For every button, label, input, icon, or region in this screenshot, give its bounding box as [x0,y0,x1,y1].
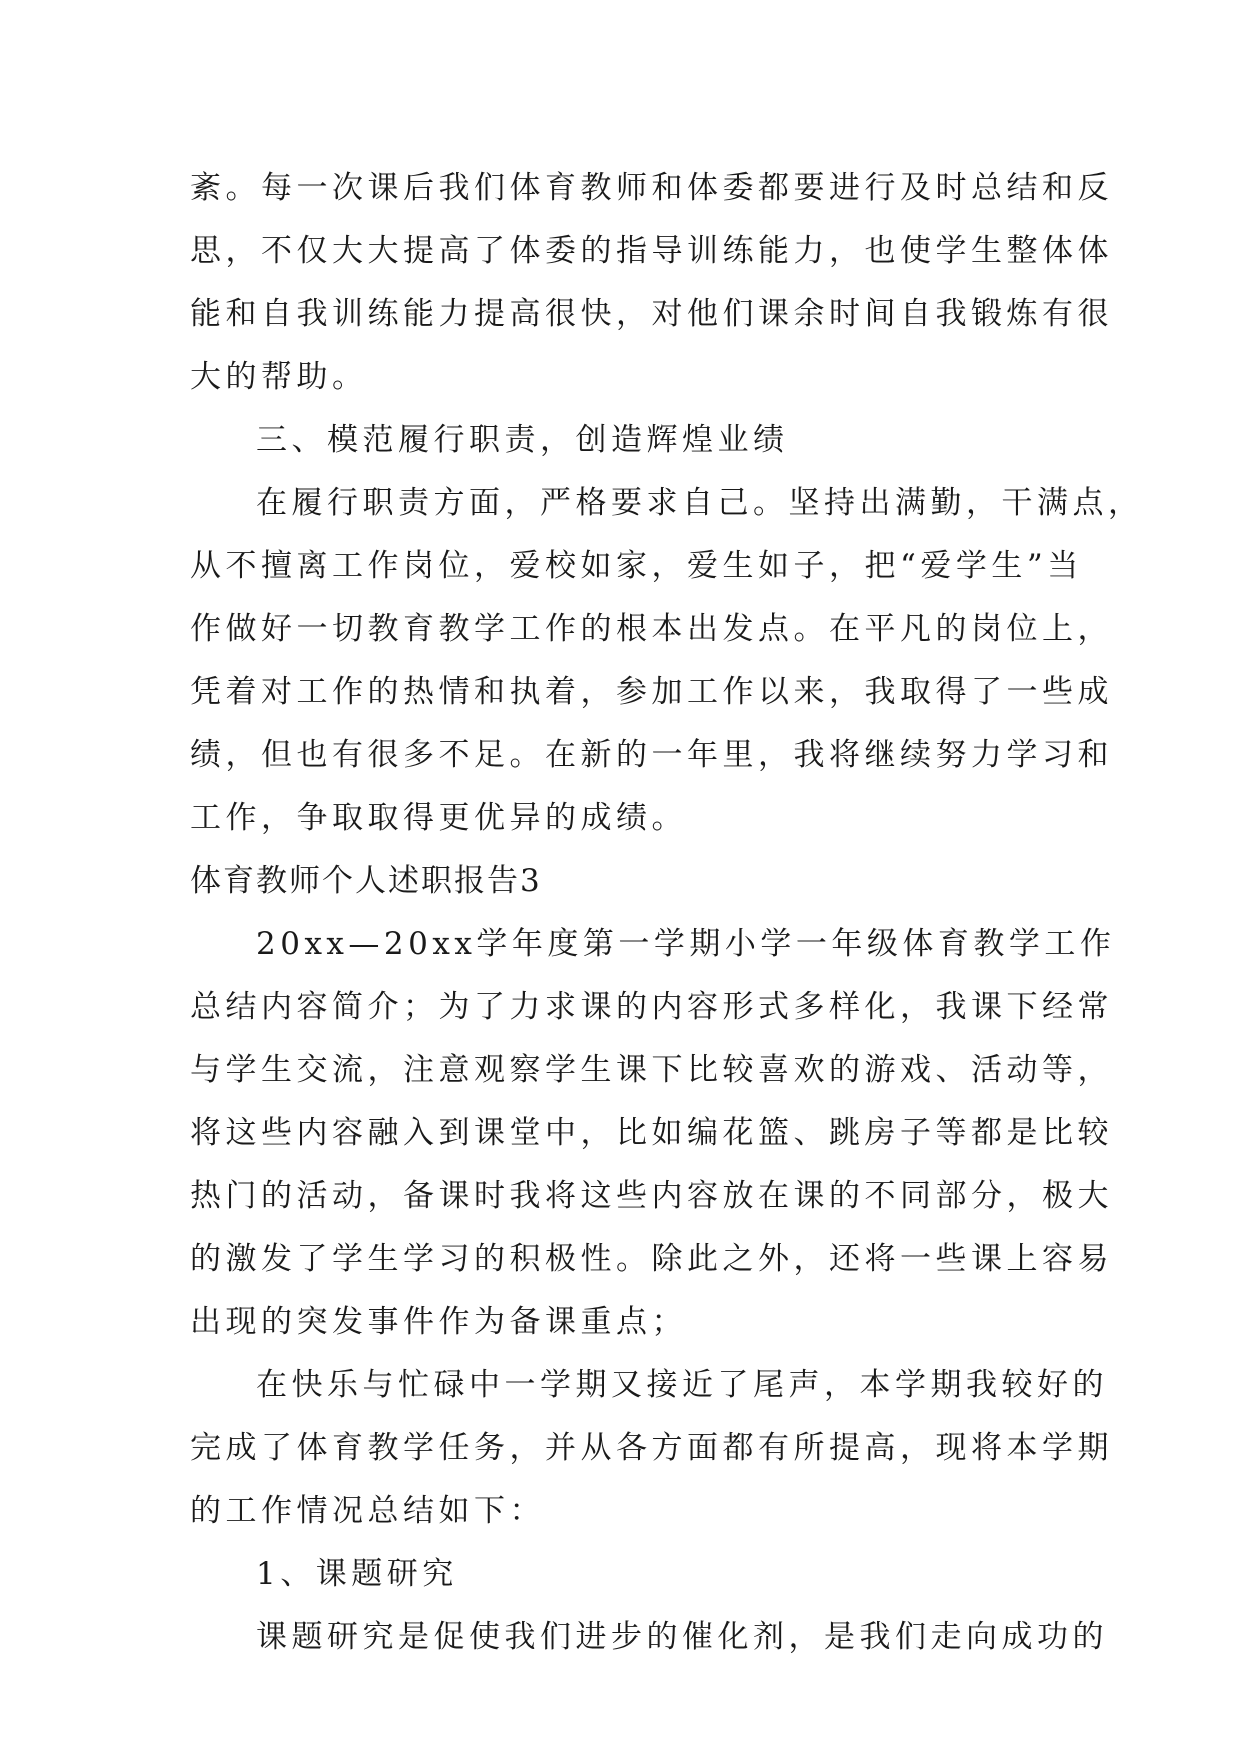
paragraph-line: 凭着对工作的热情和执着，参加工作以来，我取得了一些成 [190,674,1113,710]
section-heading: 三、模范履行职责，创造辉煌业绩 [256,422,789,458]
paragraph-line: 将这些内容融入到课堂中，比如编花篮、跳房子等都是比较 [190,1115,1113,1151]
paragraph-line: 大的帮助。 [190,359,368,395]
paragraph-line: 能和自我训练能力提高很快，对他们课余时间自我锻炼有很 [190,296,1113,332]
paragraph-line: 的激发了学生学习的积极性。除此之外，还将一些课上容易 [190,1241,1113,1277]
paragraph-line: 与学生交流，注意观察学生课下比较喜欢的游戏、活动等， [190,1052,1113,1088]
paragraph-line: 绩，但也有很多不足。在新的一年里，我将继续努力学习和 [190,737,1113,773]
paragraph-line: 完成了体育教学任务，并从各方面都有所提高，现将本学期 [190,1430,1113,1466]
paragraph-line: 在快乐与忙碌中一学期又接近了尾声，本学期我较好的 [256,1367,1108,1403]
paragraph-line: 的工作情况总结如下： [190,1493,545,1529]
paragraph-line: 出现的突发事件作为备课重点； [190,1304,687,1340]
paragraph-line: 热门的活动，备课时我将这些内容放在课的不同部分，极大 [190,1178,1113,1214]
paragraph-line: 课题研究是促使我们进步的催化剂，是我们走向成功的 [256,1619,1108,1655]
paragraph-line: 作做好一切教育教学工作的根本出发点。在平凡的岗位上， [190,611,1113,647]
document-body [190,157,1144,1669]
paragraph-line: 从不擅离工作岗位，爱校如家，爱生如子，把“爱学生”当 [190,548,1083,584]
paragraph-line: 工作，争取取得更优异的成绩。 [190,800,687,836]
paragraph-line: 在履行职责方面，严格要求自己。坚持出满勤，干满点， [256,485,1144,521]
report-title: 体育教师个人述职报告3 [190,863,542,899]
paragraph-line: 思，不仅大大提高了体委的指导训练能力，也使学生整体体 [190,233,1113,269]
paragraph-line: 20xx—20xx学年度第一学期小学一年级体育教学工作 [256,926,1116,962]
paragraph-line: 总结内容简介；为了力求课的内容形式多样化，我课下经常 [190,989,1113,1025]
paragraph-line: 紊。每一次课后我们体育教师和体委都要进行及时总结和反 [190,170,1113,206]
section-heading: 1、课题研究 [256,1556,458,1592]
